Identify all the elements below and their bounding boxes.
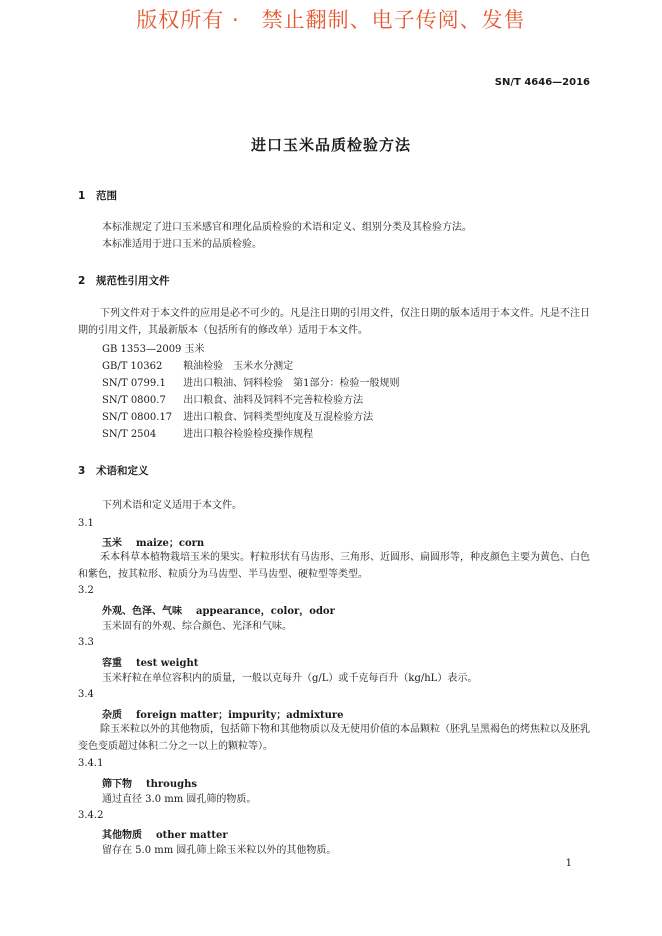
paragraph: 本标准适用于进口玉米的品质检验。 <box>102 239 262 250</box>
term-definition: 禾本科草本植物栽培玉米的果实。籽粒形状有马齿形、三角形、近圆形、扁圆形等，种皮颜色主要为黄色、白色和紫色，按其粒形、粒质分为马齿型、半马齿型、硬粒型等类型。 <box>78 552 590 580</box>
section-title: 范围 <box>96 190 117 202</box>
clause-number: 3.2 <box>78 585 94 596</box>
term-zh: 筛下物 <box>102 779 132 790</box>
term-en: other matter <box>156 830 228 841</box>
term-heading <box>102 706 344 721</box>
term-en: foreign matter；impurity；admixture <box>136 710 344 721</box>
standard-code: SN/T 4646—2016 <box>494 77 590 88</box>
term-heading <box>102 775 197 790</box>
section-heading-scope <box>78 188 117 203</box>
copyright-banner: 版权所有 · 禁止翻制、电子传阅、发售 <box>136 8 526 32</box>
paragraph: 本标准规定了进口玉米感官和理化品质检验的术语和定义、组别分类及其检验方法。 <box>102 222 472 233</box>
term-heading <box>102 826 228 841</box>
term-zh: 外观、色泽、气味 <box>102 606 182 617</box>
clause-number: 3.3 <box>78 637 94 648</box>
section-number: 3 <box>78 465 86 477</box>
section-title: 规范性引用文件 <box>96 275 170 287</box>
term-definition: 玉米籽粒在单位容积内的质量，一般以克每升（g/L）或千克每百升（kg/hL）表示。 <box>102 673 478 684</box>
reference-title: 玉米 <box>184 344 205 355</box>
term-en: appearance，color，odor <box>196 606 335 617</box>
section-title: 术语和定义 <box>96 465 149 477</box>
term-zh: 玉米 <box>102 538 122 549</box>
reference-title: 出口粮食、油料及饲料不完善粒检验方法 <box>183 395 364 406</box>
term-heading <box>102 534 204 549</box>
reference-item <box>102 341 205 358</box>
reference-title: 进出口粮谷检验检疫操作规程 <box>183 429 314 440</box>
clause-number: 3.4.2 <box>78 810 104 821</box>
reference-title: 进出口粮油、饲料检验 第1部分：检验一般规则 <box>183 378 400 389</box>
term-en: test weight <box>136 658 199 669</box>
term-zh: 杂质 <box>102 710 122 721</box>
reference-code: SN/T 0800.7 <box>102 395 166 406</box>
paragraph: 下列术语和定义适用于本文件。 <box>102 500 242 511</box>
reference-code: SN/T 0800.17 <box>102 412 173 423</box>
reference-code: SN/T 0799.1 <box>102 378 166 389</box>
term-zh: 其他物质 <box>102 830 142 841</box>
page-number: 1 <box>565 858 572 869</box>
reference-item <box>102 392 363 409</box>
term-definition: 除玉米粒以外的其他物质，包括筛下物和其他物质以及无使用价值的本品颗粒（胚乳呈黑褐色的烤焦粒以及胚乳变色变质超过体积二分之一以上的颗粒等）。 <box>78 724 590 752</box>
section-number: 2 <box>78 275 86 287</box>
reference-item <box>102 375 400 392</box>
clause-number: 3.4 <box>78 689 94 700</box>
reference-code: SN/T 2504 <box>102 429 157 440</box>
term-en: maize；corn <box>136 538 205 549</box>
term-definition: 留存在 5.0 mm 圆孔筛上除玉米粒以外的其他物质。 <box>102 845 337 856</box>
section-heading-terms <box>78 463 149 478</box>
section-heading-references <box>78 273 170 288</box>
term-heading <box>102 602 335 617</box>
clause-number: 3.1 <box>78 518 94 529</box>
paragraph: 下列文件对于本文件的应用是必不可少的。凡是注日期的引用文件，仅注日期的版本适用于本文件。凡是不注日期的引用文件，其最新版本（包括所有的修改单）适用于本文件。 <box>78 308 590 336</box>
term-zh: 容重 <box>102 658 122 669</box>
reference-code: GB 1353—2009 <box>102 344 182 355</box>
clause-number: 3.4.1 <box>78 758 104 769</box>
section-number: 1 <box>78 190 86 202</box>
reference-item <box>102 409 373 426</box>
reference-title: 粮油检验 玉米水分测定 <box>183 361 294 372</box>
term-definition: 玉米固有的外观、综合颜色、光泽和气味。 <box>102 621 292 632</box>
page-title: 进口玉米品质检验方法 <box>250 136 411 154</box>
reference-item <box>102 426 313 443</box>
term-heading <box>102 654 198 669</box>
reference-item <box>102 358 293 375</box>
term-en: throughs <box>146 779 197 790</box>
reference-code: GB/T 10362 <box>102 361 163 372</box>
term-definition: 通过直径 3.0 mm 圆孔筛的物质。 <box>102 794 257 805</box>
reference-title: 进出口粮食、饲料类型纯度及互混检验方法 <box>183 412 374 423</box>
